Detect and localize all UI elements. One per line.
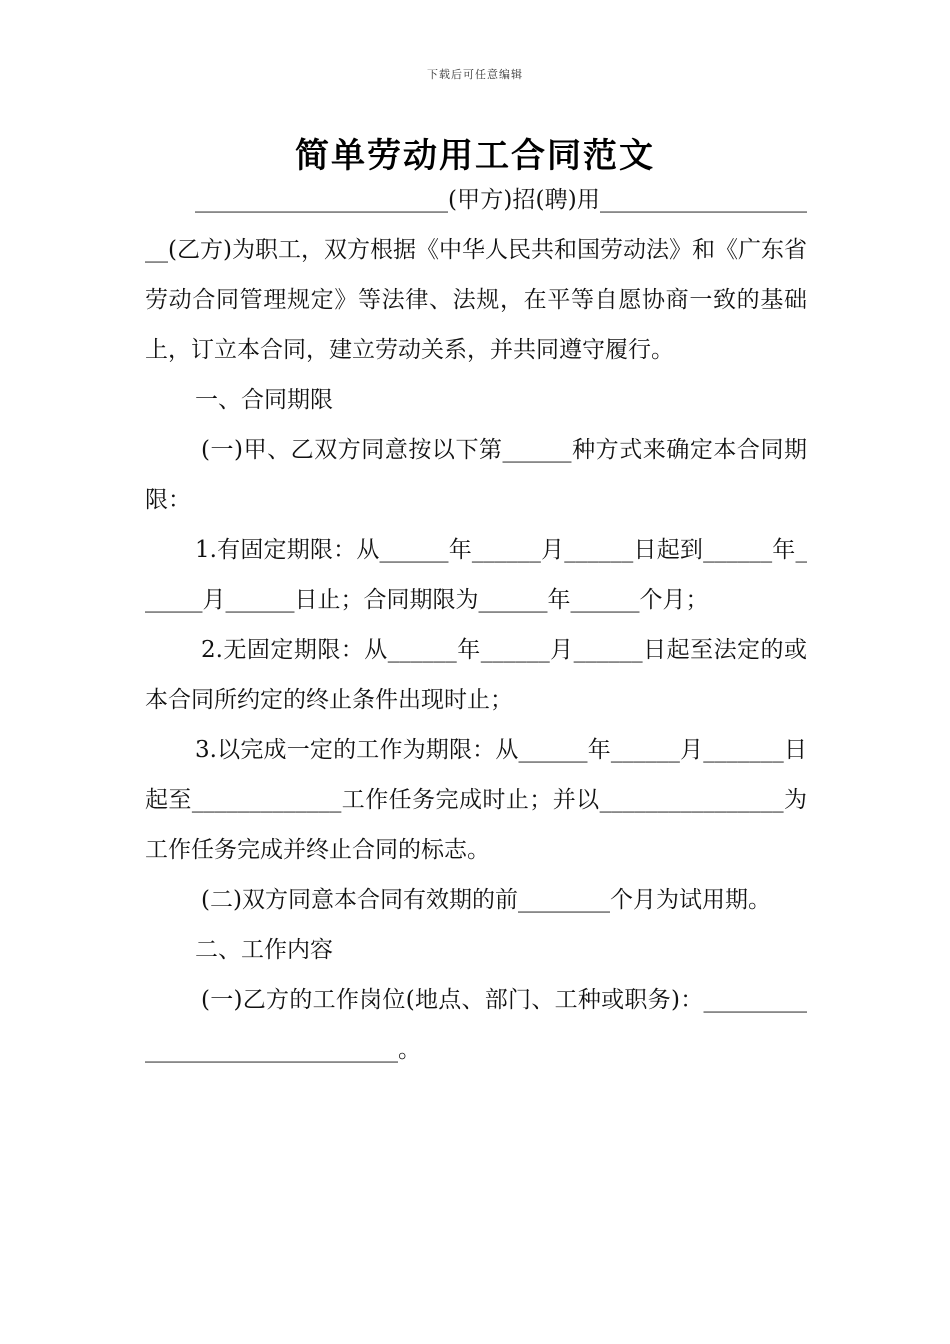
paragraph-term-method: (一)甲、乙双方同意按以下第______种方式来确定本合同期限：	[145, 437, 807, 513]
paragraph-fixed-term: 1.有固定期限：从______年______月______日起到______年______月______日止；合同期限为______年______个月；	[145, 537, 807, 613]
paragraph-task-term: 3.以完成一定的工作为期限：从______年______月_______日起至_____________工作任务完成时止；并以________________为工作任务完成并终止合同的标志。	[145, 737, 807, 863]
paragraph-open-term: 2.无固定期限：从______年______月______日起至法定的或本合同所约定的终止条件出现时止；	[145, 637, 807, 713]
document-body	[145, 175, 807, 1075]
document-title: 简单劳动用工合同范文	[295, 136, 655, 176]
section-heading-contract-term: 一、合同期限	[195, 387, 333, 413]
header-note: 下载后可任意编辑	[427, 68, 523, 81]
paragraph-preamble: ______________________(甲方)招(聘)用____________________(乙方)为职工，双方根据《中华人民共和国劳动法》和《广东省劳动合同管理规定》等法律、法规，在平等自愿协商一致的基础上，订立本合同，建立劳动关系，并共同遵守履行。	[145, 187, 807, 363]
paragraph-probation: (二)双方同意本合同有效期的前________个月为试用期。	[201, 887, 771, 913]
paragraph-work-post: (一)乙方的工作岗位(地点、部门、工种或职务)：_______________________________。	[145, 987, 807, 1063]
section-heading-work-content: 二、工作内容	[195, 937, 333, 963]
